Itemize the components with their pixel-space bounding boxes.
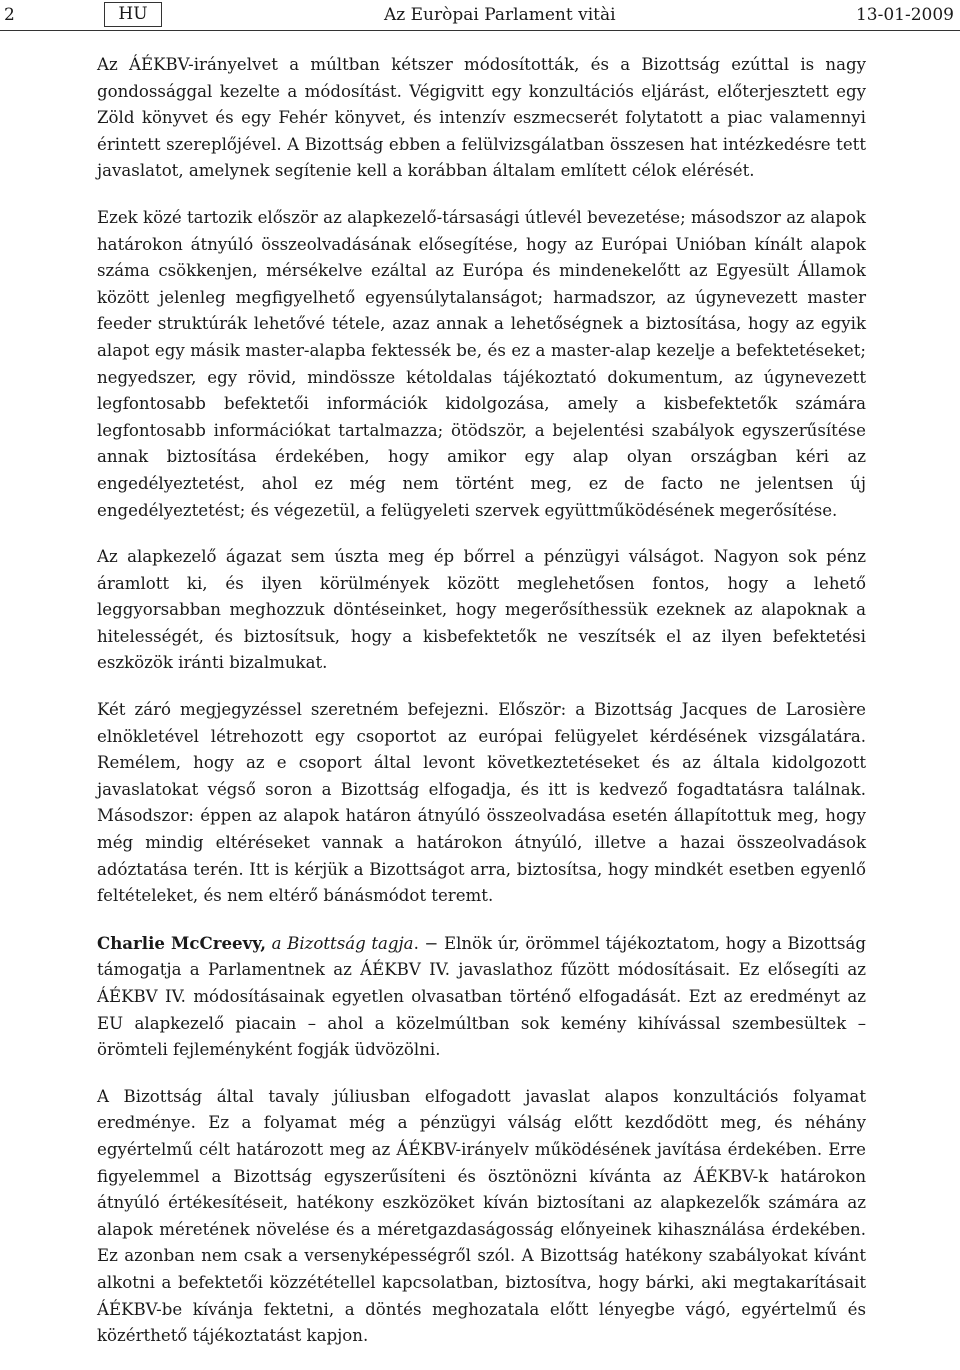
paragraph: Ezek közé tartozik először az alapkezelő-társasági útlevél bevezetése; másodszor az alapok határokon átnyúló összeolvadásának elősegítése, hogy az Európai Unióban kínált alapok száma csökkenjen, mérsékelve ezáltal az Európa és mindenekelőtt az Egyesült Államok között jelenleg megfigyelhető egyensúlytalanságot; harmadszor, az úgynevezett master feeder struktúrák lehetővé tétele, azaz annak a lehetőségnek a biztosítása, hogy az egyik alapot egy másik master-alapba fektessék be, és ez a master-alap kezelje a befektetéseket; negyedszer, egy rövid, mindössze kétoldalas tájékoztató dokumentum, az úgynevezett legfontosabb befektetői információk kidolgozása, amely a kisbefektetők számára legfontosabb információkat tartalmazza; ötödször, a bejelentési szabályok egyszerűsítése annak biztosítása érdekében, hogy amikor egy alap olyan országban kéri az engedélyeztetést, ahol ez még nem történt meg, ez de facto ne jelentsen új engedélyeztetést; és végezetül, a felügyeleti szervek együttműködésének megerősítése. — [97, 207, 866, 520]
paragraph: Két záró megjegyzéssel szeretném befejezni. Először: a Bizottság Jacques de Larosière elnökletével létrehozott egy csoportot az európai felügyelet kérdésének vizsgálatára. Remélem, hogy az e csoport által levont következtetéseket és az általa kidolgozott javaslatokat végső soron a Bizottság elfogadja, és itt is kedvező fogadtatásra találnak. Másodszor: éppen az alapok határon átnyúló összeolvadása esetén állapítottuk meg, hogy még mindig eltéréseket vannak a határokon átnyúló, illetve a hazai összeolvadások adóztatása terén. Itt is kérjük a Bizottságot arra, biztosítsa, hogy mindkét esetben egyenlő feltételeket, és nem eltérő bánásmódot teremt. — [97, 700, 866, 906]
paragraph: Az ÁÉKBV-irányelvet a múltban kétszer módosították, és a Bizottság ezúttal is nagy gondossággal kezelte a módosítást. Végigvitt egy konzultációs eljárást, előterjesztett egy Zöld könyvet és egy Fehér könyvet, és intenzív eszmecserét folytatott a piac valamennyi érintett szereplőjével. A Bizottság ebben a felülvizsgálatban összesen hat intézkedésre tett javaslatot, amelynek segítenie kell a korábban általam említett célok elérését. — [97, 55, 866, 181]
document-body — [97, 52, 866, 1370]
page-header — [0, 0, 960, 31]
speaker-role: a Bizottság tagja — [271, 933, 414, 953]
speaker-name: Charlie McCreevy, — [97, 932, 267, 953]
page-number: 2 — [4, 5, 15, 25]
journal-title: Az Euròpai Parlament vitài — [384, 5, 616, 25]
paragraph: Az alapkezelő ágazat sem úszta meg ép bőrrel a pénzügyi válságot. Nagyon sok pénz áramlott ki, és ilyen körülmények között meglehetősen fontos, hogy a lehető leggyorsabban meghozzuk döntéseinket, hogy megerősíthessük ezeknek az alapoknak a hitelességét, és biztosítsuk, hogy a kisbefektetők ne veszítsék el az ilyen befektetési eszközök iránti bizalmukat. — [97, 547, 866, 673]
speech-paragraph — [97, 930, 866, 1064]
language-badge: HU — [104, 2, 162, 27]
speech-text: . − Elnök úr, örömmel tájékoztatom, hogy a Bizottság támogatja a Parlamentnek az ÁÉKBV IV. javaslathoz fűzött módosításait. Ez elősegíti az ÁÉKBV IV. módosításainak egyetlen olvasatban történő elfogadását. Ezt az eredményt az EU alapkezelő piacain – ahol a közelmúltban sok kemény kihívással szembesültek – örömteli fejleményként fogják üdvözölni. — [97, 933, 866, 1060]
document-date: 13-01-2009 — [855, 5, 954, 25]
paragraph: A Bizottság által tavaly júliusban elfogadott javaslat alapos konzultációs folyamat eredménye. Ez a folyamat még a pénzügyi válság előtt kezdődött meg, és néhány egyértelmű célt határozott meg az ÁÉKBV-irányelv működésének javítása érdekében. Erre figyelemmel a Bizottság egyszerűsíteni és ösztönözni kívánta az ÁÉKBV-k határokon átnyúló értékesítéseit, hatékony eszközöket kíván biztosítani az alapkezelők számára az alapok méretének növelése és a méretgazdaságosság előnyeinek kihasználása érdekében. Ez azonban nem csak a versenyképességről szól. A Bizottság hatékony szabályokat kívánt alkotni a befektetői közzététellel kapcsolatban, biztosítva, hogy bárki, aki megtakarításait ÁÉKBV-be kívánja fektetni, a döntés meghozatala előtt lényegbe vágó, egyértelmű és közérthető tájékoztatást kapjon. — [97, 1086, 866, 1346]
